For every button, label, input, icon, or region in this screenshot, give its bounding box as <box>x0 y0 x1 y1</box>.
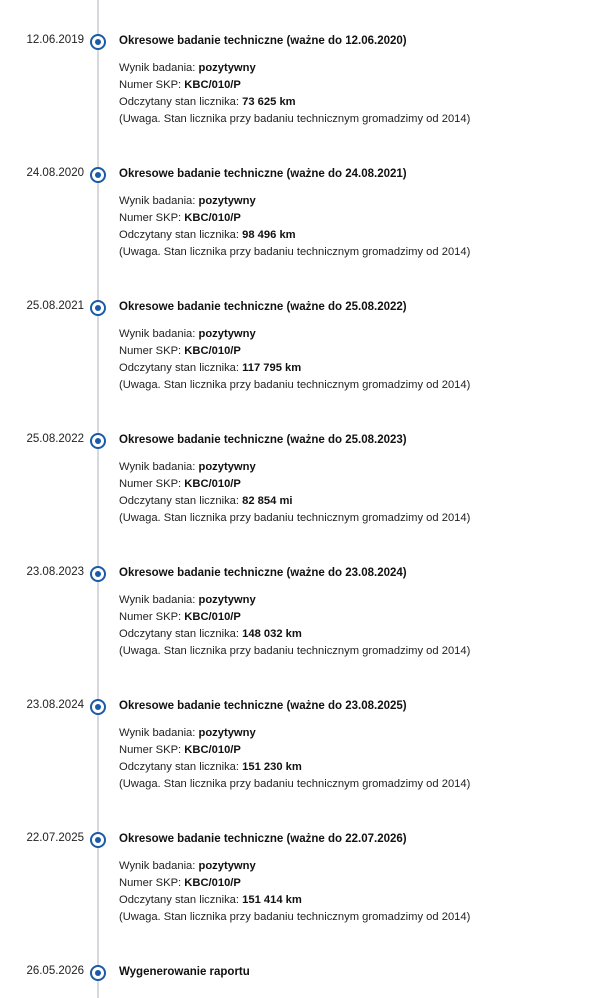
odometer-label: Odczytany stan licznika: <box>119 362 243 374</box>
timeline-entry <box>0 407 603 527</box>
entry-date: 23.08.2023 <box>26 566 84 578</box>
skp-value: KBC/010/P <box>184 79 241 91</box>
odometer-value: 151 414 km <box>242 894 302 906</box>
skp-label: Numer SKP: <box>119 212 185 224</box>
timeline-entry-report <box>0 939 603 998</box>
skp-row <box>119 609 470 626</box>
skp-row <box>119 210 470 227</box>
entry-title: Okresowe badanie techniczne (ważne do 12.06.2020) <box>119 35 407 47</box>
skp-value: KBC/010/P <box>184 478 241 490</box>
odometer-label: Odczytany stan licznika: <box>119 894 243 906</box>
result-value: pozytywny <box>198 461 256 473</box>
odometer-row <box>119 227 470 244</box>
skp-label: Numer SKP: <box>119 877 185 889</box>
odometer-note: (Uwaga. Stan licznika przy badaniu technicznym gromadzimy od 2014) <box>119 113 471 125</box>
entry-date: 24.08.2020 <box>26 167 84 179</box>
result-row <box>119 858 470 875</box>
skp-value: KBC/010/P <box>184 212 241 224</box>
entry-date: 12.06.2019 <box>26 34 84 46</box>
result-row <box>119 193 470 210</box>
entry-title: Wygenerowanie raportu <box>119 966 250 978</box>
timeline-entry <box>0 673 603 793</box>
entry-date: 23.08.2024 <box>26 699 84 711</box>
result-value: pozytywny <box>198 195 256 207</box>
entry-details <box>119 725 470 793</box>
result-row <box>119 60 470 77</box>
entry-details <box>119 60 470 128</box>
timeline-dot-icon <box>90 34 106 50</box>
result-label: Wynik badania: <box>119 195 199 207</box>
entry-title: Okresowe badanie techniczne (ważne do 24.08.2021) <box>119 168 407 180</box>
entry-date: 25.08.2021 <box>26 300 84 312</box>
timeline-dot-icon <box>90 300 106 316</box>
odometer-row <box>119 626 470 643</box>
result-row <box>119 725 470 742</box>
entry-details <box>119 592 470 660</box>
skp-row <box>119 476 470 493</box>
odometer-value: 82 854 mi <box>242 495 293 507</box>
odometer-value: 98 496 km <box>242 229 296 241</box>
result-label: Wynik badania: <box>119 461 199 473</box>
odometer-label: Odczytany stan licznika: <box>119 495 243 507</box>
timeline-dot-icon <box>90 965 106 981</box>
result-label: Wynik badania: <box>119 860 199 872</box>
odometer-row <box>119 94 470 111</box>
entry-date: 26.05.2026 <box>26 965 84 977</box>
skp-label: Numer SKP: <box>119 744 185 756</box>
result-value: pozytywny <box>198 62 256 74</box>
entry-title: Okresowe badanie techniczne (ważne do 22.07.2026) <box>119 833 407 845</box>
entry-title: Okresowe badanie techniczne (ważne do 25.08.2022) <box>119 301 407 313</box>
skp-row <box>119 875 470 892</box>
odometer-label: Odczytany stan licznika: <box>119 229 243 241</box>
skp-label: Numer SKP: <box>119 79 185 91</box>
entry-details <box>119 193 470 261</box>
skp-value: KBC/010/P <box>184 345 241 357</box>
entry-date: 22.07.2025 <box>26 832 84 844</box>
entry-title: Okresowe badanie techniczne (ważne do 23.08.2025) <box>119 700 407 712</box>
entry-details <box>119 459 470 527</box>
odometer-value: 148 032 km <box>242 628 302 640</box>
skp-row <box>119 343 470 360</box>
odometer-note: (Uwaga. Stan licznika przy badaniu technicznym gromadzimy od 2014) <box>119 645 471 657</box>
timeline-entry <box>0 8 603 128</box>
result-value: pozytywny <box>198 594 256 606</box>
skp-label: Numer SKP: <box>119 478 185 490</box>
timeline-entry <box>0 274 603 394</box>
odometer-row <box>119 759 470 776</box>
result-label: Wynik badania: <box>119 62 199 74</box>
odometer-note: (Uwaga. Stan licznika przy badaniu technicznym gromadzimy od 2014) <box>119 246 471 258</box>
odometer-label: Odczytany stan licznika: <box>119 628 243 640</box>
result-value: pozytywny <box>198 328 256 340</box>
odometer-note: (Uwaga. Stan licznika przy badaniu technicznym gromadzimy od 2014) <box>119 778 471 790</box>
timeline-dot-icon <box>90 167 106 183</box>
skp-value: KBC/010/P <box>184 611 241 623</box>
entry-date: 25.08.2022 <box>26 433 84 445</box>
odometer-label: Odczytany stan licznika: <box>119 761 243 773</box>
timeline-dot-icon <box>90 832 106 848</box>
entry-title: Okresowe badanie techniczne (ważne do 23.08.2024) <box>119 567 407 579</box>
odometer-label: Odczytany stan licznika: <box>119 96 243 108</box>
timeline-entry <box>0 540 603 660</box>
skp-row <box>119 742 470 759</box>
skp-row <box>119 77 470 94</box>
skp-label: Numer SKP: <box>119 611 185 623</box>
timeline-dot-icon <box>90 433 106 449</box>
skp-value: KBC/010/P <box>184 744 241 756</box>
timeline-entry <box>0 806 603 926</box>
entry-details <box>119 858 470 926</box>
odometer-value: 117 795 km <box>242 362 302 374</box>
result-row <box>119 326 470 343</box>
entry-details <box>119 326 470 394</box>
odometer-note: (Uwaga. Stan licznika przy badaniu technicznym gromadzimy od 2014) <box>119 512 471 524</box>
timeline-dot-icon <box>90 566 106 582</box>
skp-label: Numer SKP: <box>119 345 185 357</box>
odometer-value: 73 625 km <box>242 96 296 108</box>
odometer-note: (Uwaga. Stan licznika przy badaniu technicznym gromadzimy od 2014) <box>119 379 471 391</box>
result-value: pozytywny <box>198 727 256 739</box>
result-label: Wynik badania: <box>119 328 199 340</box>
skp-value: KBC/010/P <box>184 877 241 889</box>
odometer-row <box>119 493 470 510</box>
odometer-row <box>119 892 470 909</box>
timeline-dot-icon <box>90 699 106 715</box>
result-value: pozytywny <box>198 860 256 872</box>
result-label: Wynik badania: <box>119 594 199 606</box>
result-label: Wynik badania: <box>119 727 199 739</box>
result-row <box>119 459 470 476</box>
odometer-value: 151 230 km <box>242 761 302 773</box>
entry-title: Okresowe badanie techniczne (ważne do 25.08.2023) <box>119 434 407 446</box>
timeline-entry <box>0 141 603 261</box>
odometer-row <box>119 360 470 377</box>
result-row <box>119 592 470 609</box>
odometer-note: (Uwaga. Stan licznika przy badaniu technicznym gromadzimy od 2014) <box>119 911 471 923</box>
